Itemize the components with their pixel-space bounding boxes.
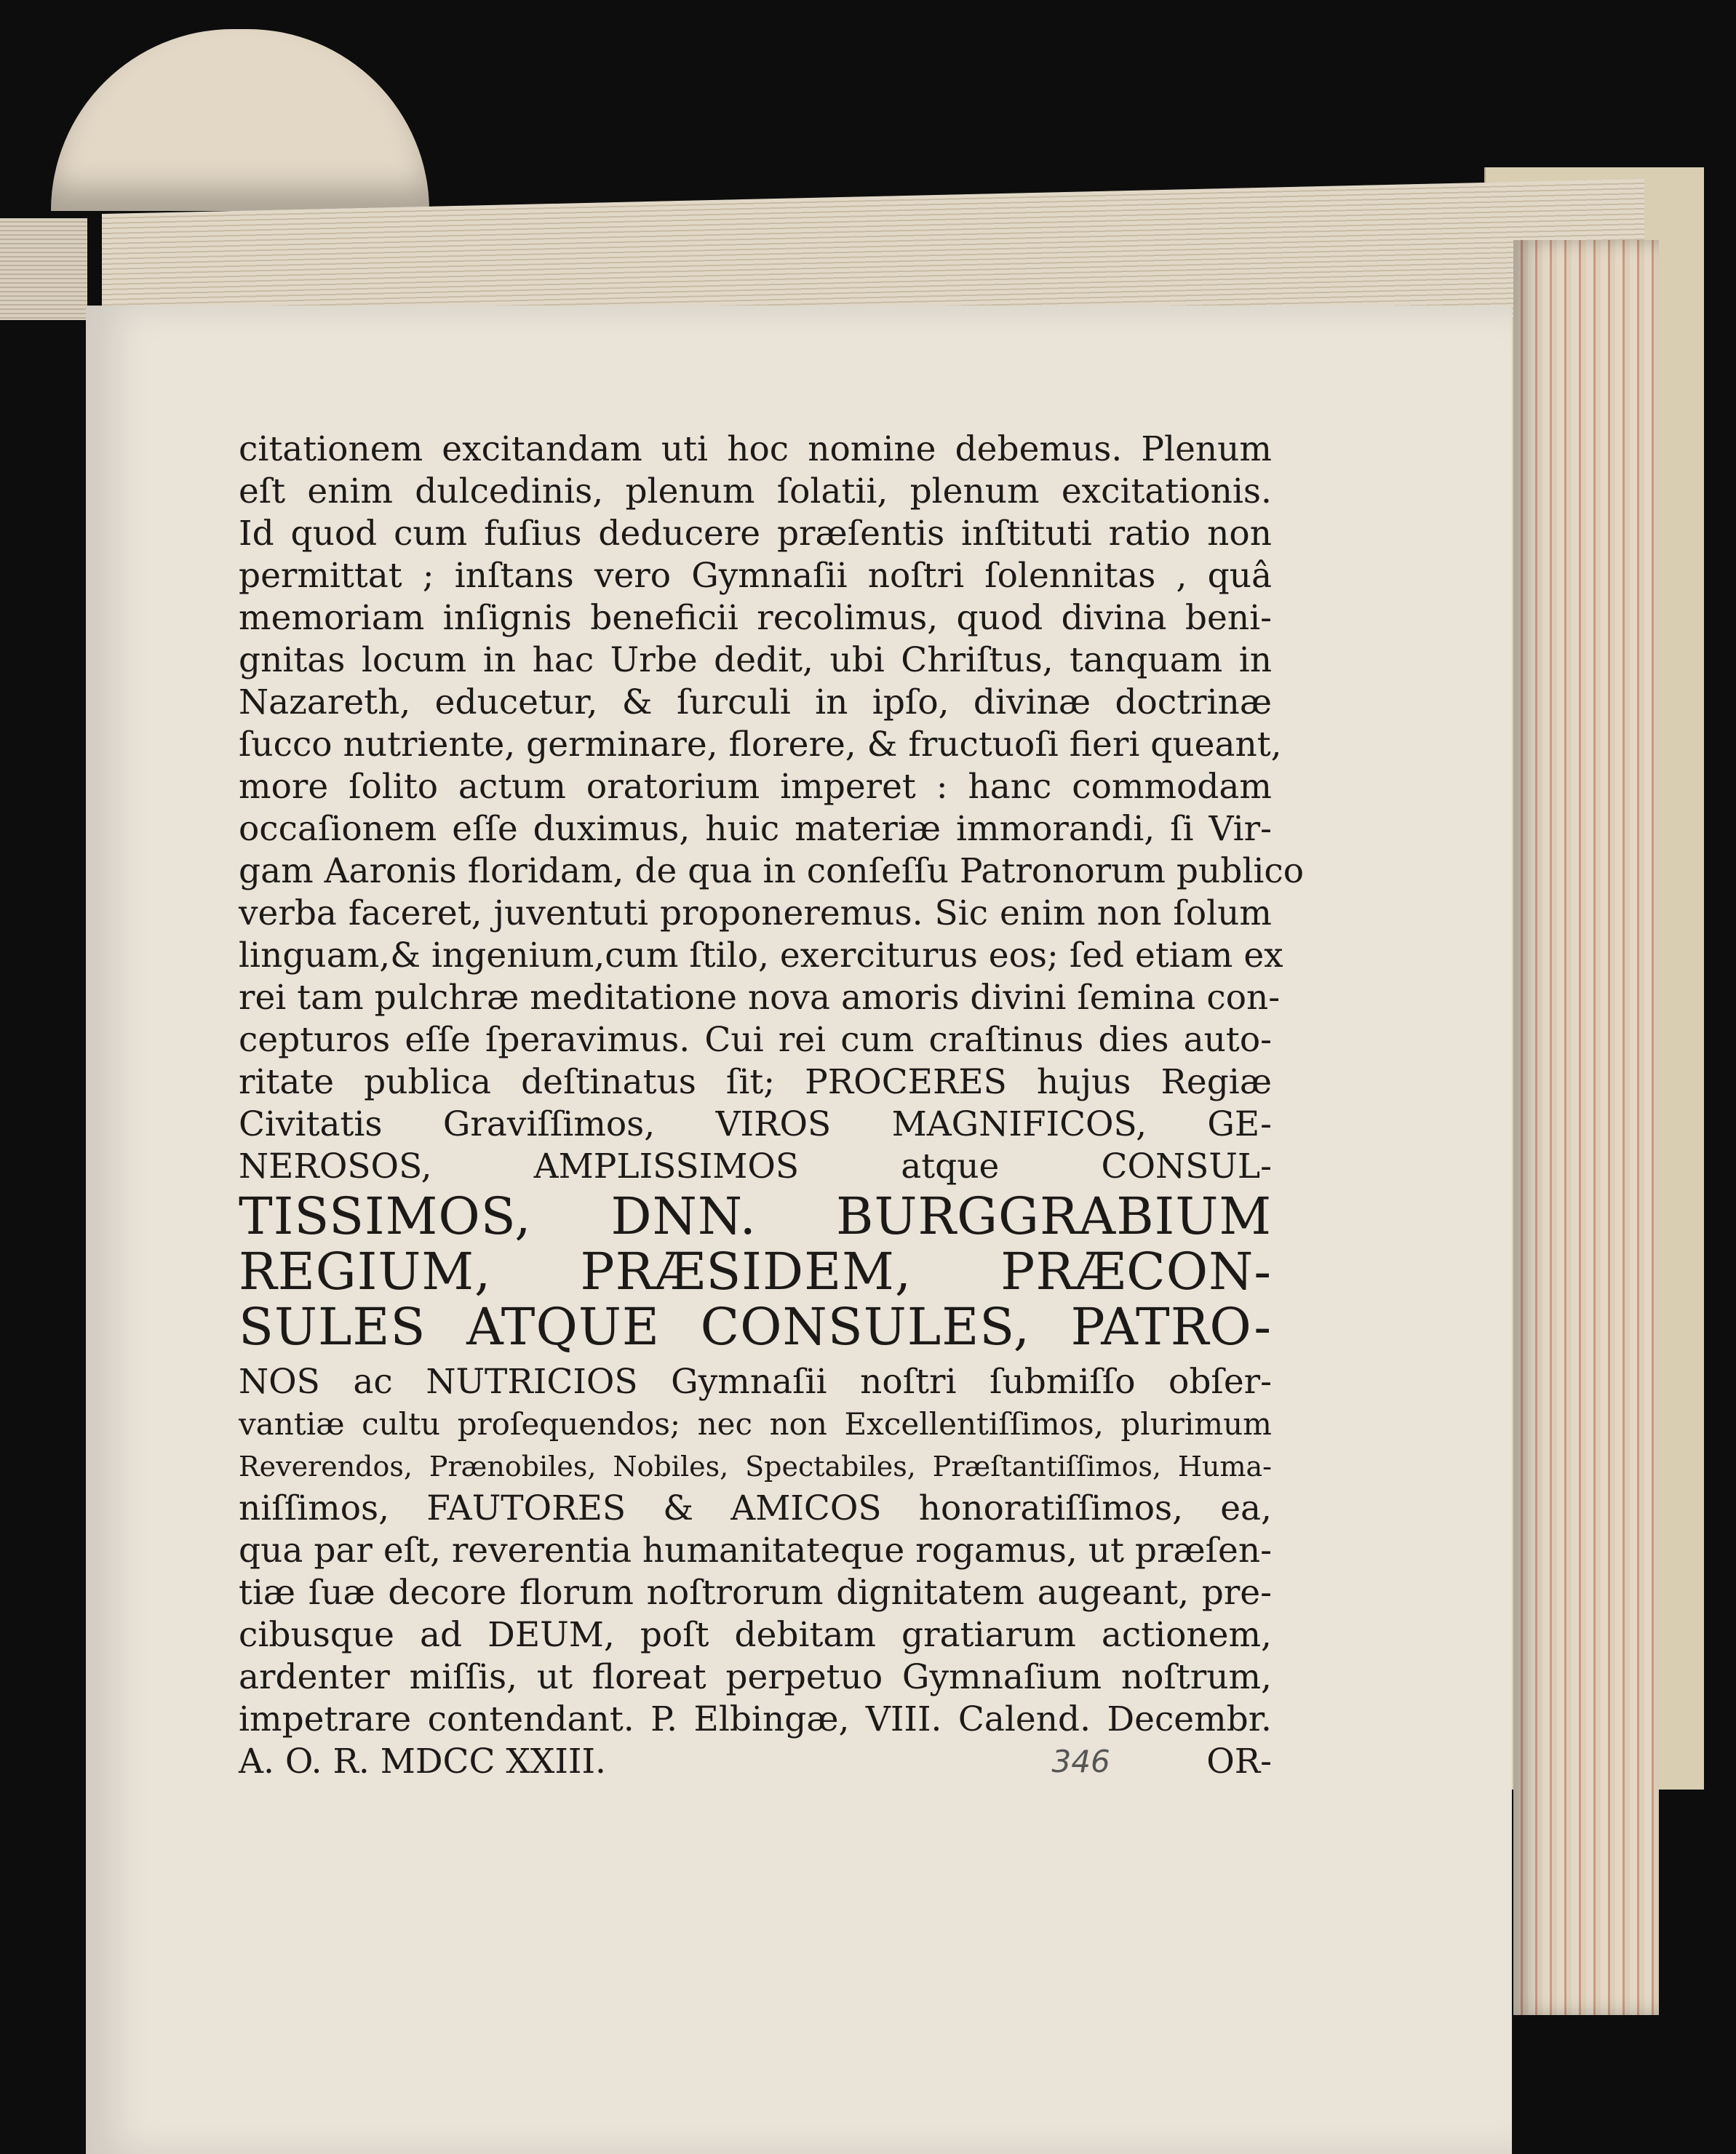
text-line: gam Aaronis floridam, de qua in conſeſſu Patronorum publico	[239, 851, 1305, 891]
text-line: Nazareth, educetur, & ſurculi in ipſo, divinæ doctrinæ	[239, 682, 1272, 722]
text-line: permittat ; inſtans vero Gymnaſii noſtri ſolennitas , quâ	[239, 556, 1272, 596]
text-line: linguam,& ingenium,cum ſtilo, exerciturus eos; ſed etiam ex	[239, 936, 1283, 976]
text-line: vantiæ cultu proſequendos; nec non Excellentiſſimos, plurimum	[239, 1406, 1272, 1442]
text-line: impetrare contendant. P. Elbingæ, VIII. Calend. Decembr.	[239, 1699, 1272, 1739]
left-page-leaves	[0, 218, 87, 320]
text-line: memoriam inſignis beneficii recolimus, quod divina beni-	[239, 598, 1272, 638]
text-line: cepturos eſſe ſperavimus. Cui rei cum craſtinus dies auto-	[239, 1020, 1272, 1060]
text-line: cibusque ad DEUM, poſt debitam gratiarum actionem,	[239, 1615, 1272, 1655]
catchword: OR-	[1206, 1742, 1272, 1782]
text-line: gnitas locum in hac Urbe dedit, ubi Chriſtus, tanquam in	[239, 640, 1272, 680]
book-page	[86, 306, 1512, 2154]
text-line: Civitatis Graviſſimos, VIROS MAGNIFICOS, GE-	[239, 1104, 1272, 1144]
text-line: Id quod cum fuſius deducere præſentis inſtituti ratio non	[239, 514, 1272, 554]
text-line: NEROSOS, AMPLISSIMOS atque CONSUL-	[239, 1146, 1272, 1186]
text-line: niſſimos, FAUTORES & AMICOS honoratiſſimos, ea,	[239, 1488, 1272, 1528]
text-line: ſucco nutriente, germinare, florere, & fructuoſi fieri queant,	[239, 725, 1282, 765]
text-line: ritate publica deſtinatus ſit; PROCERES hujus Regiæ	[239, 1062, 1272, 1102]
text-line: rei tam pulchræ meditatione nova amoris divini ſemina con-	[239, 978, 1281, 1018]
handwritten-page-mark: 346	[1051, 1744, 1110, 1779]
text-line-large: SULES ATQUE CONSULES, PATRO-	[239, 1297, 1272, 1357]
curled-page	[51, 29, 429, 211]
text-line: Reverendos, Prænobiles, Nobiles, Spectabiles, Præſtantiſſimos, Huma-	[239, 1451, 1272, 1483]
text-line: ardenter miſſis, ut floreat perpetuo Gymnaſium noſtrum,	[239, 1657, 1272, 1697]
text-line: qua par eſt, reverentia humanitateque rogamus, ut præſen-	[239, 1531, 1272, 1571]
text-line-final	[239, 1742, 1272, 1782]
text-line: tiæ ſuæ decore florum noſtrorum dignitatem augeant, pre-	[239, 1573, 1272, 1613]
text-line: verba faceret, juventuti proponeremus. Sic enim non ſolum	[239, 893, 1272, 933]
text-line: eſt enim dulcedinis, plenum ſolatii, plenum excitationis.	[239, 471, 1272, 511]
text-line: occaſionem eſſe duximus, huic materiæ immorandi, ſi Vir-	[239, 809, 1272, 849]
page-edges-right	[1513, 240, 1659, 2015]
text-line: more ſolito actum oratorium imperet : hanc commodam	[239, 767, 1272, 807]
date-line: A. O. R. MDCC XXIII.	[239, 1742, 606, 1782]
text-line-large: REGIUM, PRÆSIDEM, PRÆCON-	[239, 1242, 1272, 1301]
text-line: citationem excitandam uti hoc nomine debemus. Plenum	[239, 429, 1272, 469]
text-line: NOS ac NUTRICIOS Gymnaſii noſtri ſubmiſſo obſer-	[239, 1362, 1272, 1402]
text-line-large: TISSIMOS, DNN. BURGGRABIUM	[239, 1186, 1272, 1246]
